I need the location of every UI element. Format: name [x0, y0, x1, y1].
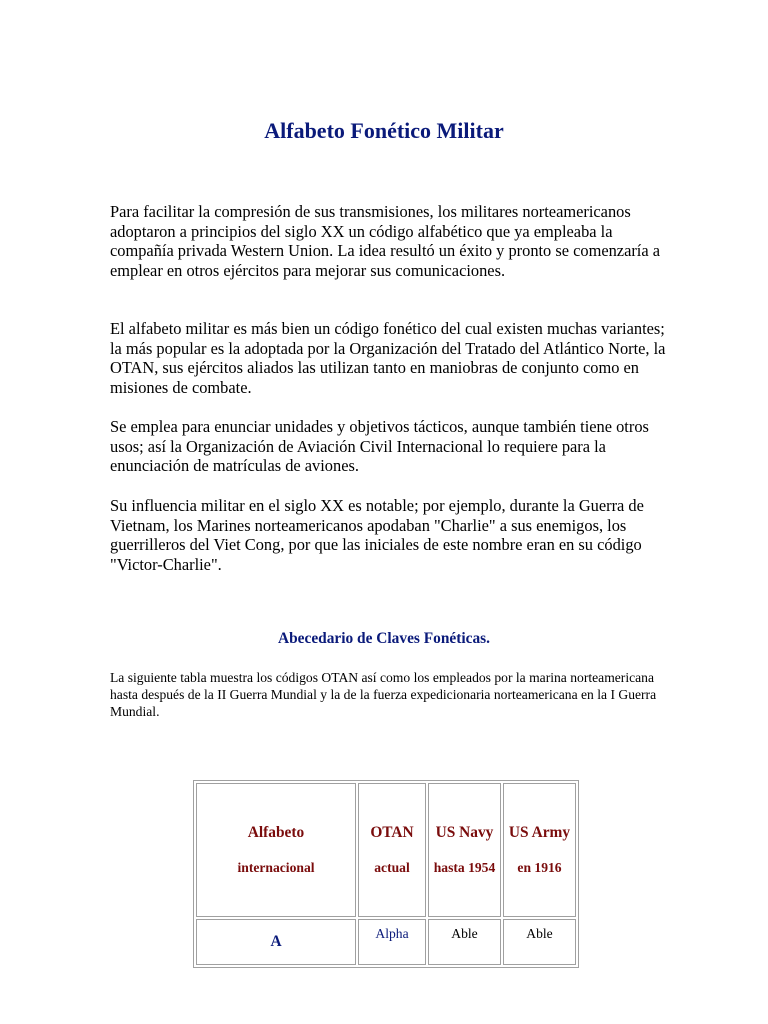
header-otan-subtitle: actual	[374, 860, 410, 875]
header-us-navy-title: US Navy	[435, 824, 494, 841]
header-us-army	[503, 783, 576, 917]
paragraph-influence: Su influencia militar en el siglo XX es notable; por ejemplo, durante la Guerra de Vietnam, los Marines norteamericanos apodaban "Charlie" a sus enemigos, los guerrilleros del Viet Cong, por que las iniciales de este nombre eran en su código "Victor-Charlie".	[110, 496, 644, 574]
paragraph-variants: El alfabeto militar es más bien un código fonético del cual existen muchas variantes; la más popular es la adoptada por la Organización del Tratado del Atlántico Norte, la OTAN, sus ejércitos aliados las utilizan tanto en maniobras de conjunto como en misiones de combate.	[110, 319, 666, 397]
header-us-army-subtitle: en 1916	[517, 860, 562, 875]
table-intro-text: La siguiente tabla muestra los códigos OTAN así como los empleados por la marina norteamericana hasta después de la II Guerra Mundial y la de la fuerza expedicionaria norteamericana en la I Guerra Mundial.	[110, 670, 657, 719]
cell-letter: A	[196, 919, 356, 965]
cell-us-navy: Able	[428, 919, 501, 965]
header-us-navy-subtitle: hasta 1954	[433, 860, 496, 875]
table-row	[196, 919, 576, 965]
header-otan-title: OTAN	[370, 824, 414, 841]
header-alfabeto-title: Alfabeto	[247, 824, 305, 841]
cell-us-army: Able	[503, 919, 576, 965]
cell-otan: Alpha	[358, 919, 426, 965]
paragraph-uses: Se emplea para enunciar unidades y objetivos tácticos, aunque también tiene otros usos; así la Organización de Aviación Civil Internacional lo requiere para la enunciación de matrículas de aviones.	[110, 417, 649, 476]
header-alfabeto-subtitle: internacional	[237, 860, 315, 875]
header-us-navy	[428, 783, 501, 917]
section-heading: Abecedario de Claves Fonéticas.	[277, 630, 490, 647]
phonetic-alphabet-table	[193, 780, 579, 968]
paragraph-intro: Para facilitar la compresión de sus transmisiones, los militares norteamericanos adoptaron a principios del siglo XX un código alfabético que ya empleaba la compañía privada Western Union. La idea resultó un éxito y pronto se comenzaría a emplear en otros ejércitos para mejorar sus comunicaciones.	[110, 202, 661, 280]
page-title: Alfabeto Fonético Militar	[264, 118, 504, 143]
header-alfabeto	[196, 783, 356, 917]
table-header-row	[196, 783, 576, 917]
header-otan	[358, 783, 426, 917]
header-us-army-title: US Army	[508, 824, 571, 841]
